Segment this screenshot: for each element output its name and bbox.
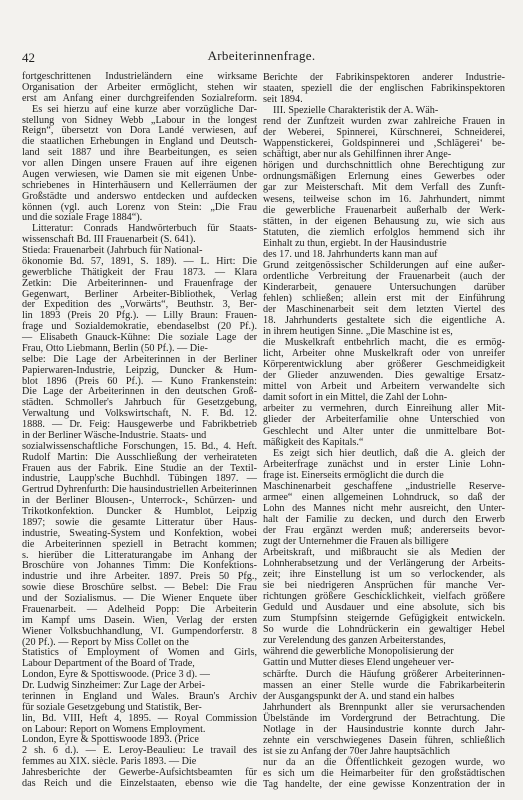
line-text: ordentliche Verbreitung der Frauenarbeit (auch der <box>263 270 505 282</box>
text-line <box>263 194 505 205</box>
line-text: der Glieder anzuwenden. Dies gewaltige Ersatz- <box>263 370 505 382</box>
line-text: Papierwaren-Industrie, Leipzig, Duncker & Hum- <box>22 364 257 376</box>
line-text: schäftigt, aber nur als Gehilfinnen ihrer Ange- <box>263 149 452 161</box>
line-text: Gattin und Mutter dieses Elend ungeheuer ver- <box>263 657 455 669</box>
text-line <box>263 448 505 459</box>
line-text: femmes au XIX. siècle. Paris 1893. — Die <box>22 756 197 768</box>
text-line <box>263 138 505 149</box>
line-text: nur da an die Öffentlichkeit gezogen wurde, wo <box>263 756 505 768</box>
text-line <box>263 337 505 348</box>
line-text: Arbeiterfrage zunächst und in erster Linie Lohn- <box>263 458 505 470</box>
line-text: Lohn des Mannes nicht mehr ausreicht, den Unter- <box>263 502 505 514</box>
line-text: on Labour: Report on Womens Employment. <box>22 723 206 735</box>
text-line <box>263 657 505 668</box>
line-text: Reign“, übersetzt von Dora Landé verwiesen, auf <box>22 125 257 137</box>
line-text: der Maschinenarbeit seit dem letzten Viertel des <box>263 303 505 315</box>
line-text: Übelstände im Vordergrund der Betrachtung. Die <box>263 712 505 724</box>
line-text: lin, Bd. VIII, Heft 4, 1895. — Royal Commission <box>22 712 257 724</box>
line-text: III. Spezielle Charakteristik der A. Wäh- <box>273 105 439 117</box>
text-line <box>263 613 505 624</box>
text-line <box>263 149 505 160</box>
text-line <box>263 525 505 536</box>
text-line <box>263 414 505 425</box>
text-line <box>263 680 505 691</box>
line-text: Geduld und Ausdauer und eine absolute, sich bis <box>263 602 505 614</box>
text-line <box>263 558 505 569</box>
text-line <box>263 171 505 182</box>
line-text: Dr. Ludwig Sinzheimer: Zur Lage der Arbei- <box>22 680 206 691</box>
text-line <box>263 83 505 94</box>
text-line <box>263 105 505 116</box>
text-line <box>263 238 505 249</box>
text-line <box>263 315 505 326</box>
line-text: Frau, Otto Liebmann, Berlin (50 Pf.). — Die- <box>22 342 208 354</box>
text-line <box>263 470 505 481</box>
line-text: Gertrud Dyhrenfurth: Die hausindustriellen Arbeiterinnen <box>22 484 257 496</box>
line-text: sowie diese Broschüre selbst. — Bebel: Die Frau <box>22 582 257 594</box>
line-text: der Frau ergänzt werden muß; andererseits bevor- <box>263 524 505 536</box>
line-text: — Elisabeth Gnauck-Kühne: Die soziale Lage der <box>22 332 257 343</box>
text-line <box>22 485 257 496</box>
text-line <box>263 547 505 558</box>
line-text: lin 1893 (Preis 20 Pfg.). — Lilly Braun: Frauen- <box>22 310 257 322</box>
line-text: Kinderarbeit, genauere Untersuchungen darüber <box>263 281 505 293</box>
line-text: rend der Zunftzeit wurden zwar zahlreiche Frauen in <box>263 116 505 128</box>
text-line <box>263 757 505 768</box>
line-text: und die soziale Frage 1884“). <box>22 212 143 224</box>
text-line <box>263 271 505 282</box>
line-text: während die gewerbliche Monopolisierung der <box>263 646 454 658</box>
line-text: industrie, Laupp'sche Buchhdl. Tübingen 1897. — <box>22 473 257 485</box>
line-text: licht, Arbeiter ohne Muskelkraft oder von unreifer <box>263 348 506 360</box>
line-text: Litteratur: Conrads Handwörterbuch für Staats- <box>32 223 257 235</box>
line-text: fortgeschrittenen Industrieländern eine wirksame <box>22 71 257 82</box>
line-text: arbeiter zu vermehren, durch Einreihung aller Mit- <box>263 403 505 415</box>
line-text: fehlen) schließen; allein erst mit der Einführung <box>263 292 505 304</box>
text-line <box>263 127 505 138</box>
text-line <box>263 260 505 271</box>
line-text: können (vgl. auch Lorenz von Stein: „Die Frau <box>22 201 258 213</box>
running-head: Arbeiterinnenfrage. <box>207 48 316 63</box>
line-text: Tag handelte, der eine gewisse Konzentration der in <box>263 779 505 790</box>
line-text: zum Stumpfsinn steigernde Gefügigkeit entwickeln. <box>263 613 505 625</box>
line-text: Frauen aus der Fabrik. Eine Studie an der Textil- <box>22 462 257 474</box>
text-line <box>263 116 505 127</box>
text-line <box>263 326 505 337</box>
text-line <box>263 182 505 193</box>
line-text: im Kampf ums Dasein. Wien, Verlag der ersten <box>22 614 257 626</box>
line-text: Es zeigt sich hier deutlich, daß die A. gleich der <box>273 447 505 459</box>
text-line <box>263 392 505 403</box>
line-text: Einhalt zu thun, ergiebt. In der Hausindustrie <box>263 237 447 249</box>
line-text: Stieda: Frauenarbeit (Jahrbuch für National- <box>22 245 203 256</box>
line-text: die staatlichen Erhebungen in England und Deutsch- <box>22 136 257 148</box>
line-text: erst am Anfang einer durchgreifenden Sozialreform. <box>22 92 257 104</box>
line-text: massen an einer Stelle wurde die Fabrikarbeiterin <box>263 679 505 691</box>
line-text: frage ist. Einerseits ermöglicht die durch die <box>263 469 444 481</box>
text-line <box>263 702 505 713</box>
line-text: zur Verelendung des ganzen Arbeiterstandes, <box>263 635 446 647</box>
line-text: hörigen und durchschnittlich ohne Berechtigung zur <box>263 160 505 172</box>
line-text: 1888. — Dr. Feig: Hausgewerbe und Fabrikbetrieb <box>22 419 257 430</box>
line-text: in ihrem heutigen Sinne. „Die Maschine ist es, <box>263 326 453 338</box>
text-line <box>263 403 505 414</box>
line-text: Jahresberichte der Gewerbe-Aufsichtsbeamten für <box>22 767 257 778</box>
line-text: s. hierüber die Litteraturangabe im Anhang der <box>22 549 257 561</box>
line-text: die Muskelkraft entbehrlich macht, die es ermög- <box>263 337 505 349</box>
line-text: halt der Familie zu decken, und durch den Erwerb <box>263 513 505 525</box>
text-line <box>263 635 505 646</box>
text-line <box>263 646 505 657</box>
text-line <box>263 160 505 171</box>
line-text: ökonomie Bd. 57, 1891, S. 189). — L. Hirt: Die <box>22 255 257 267</box>
text-line <box>263 503 505 514</box>
line-text: sie bei niedrigeren Ansprüchen für manche Ver- <box>263 580 505 592</box>
text-line <box>263 492 505 503</box>
line-text: schärfte. Durch die Häufung größerer Arbeiterinnen- <box>263 668 505 680</box>
line-text: London, Eyre & Spottiswoode 1893. (Price <box>22 734 199 746</box>
line-text: das Reich und die Einzelstaaten, ebenso wie die <box>22 777 257 789</box>
line-text: in der Berliner Blousen-, Unterrock-, Schürzen- und <box>22 495 257 507</box>
text-line <box>263 724 505 735</box>
line-text: zehnte ein verschwiegenes Dasein führen, schließlich <box>263 734 505 746</box>
page-number: 42 <box>22 50 35 65</box>
line-text: Labour Department of the Board of Trade, <box>22 658 195 670</box>
text-line <box>263 459 505 470</box>
line-text: frage und Sozialdemokratie, ebendaselbst (20 Pf.). <box>22 321 257 333</box>
text-line <box>263 72 505 83</box>
text-line <box>263 580 505 591</box>
line-text: der Weberei, Spinnerei, Kürschnerei, Schneiderei, <box>263 127 505 139</box>
line-text: stellung von Sidney Webb „Labour in the longest <box>22 114 257 126</box>
line-text: städten. Schmoller's Jahrbuch für Gesetzgebung, <box>22 397 257 409</box>
line-text: damit sofort in ein Mittel, die Zahl der Lohn- <box>263 392 448 404</box>
line-text: für soziale Gesetzgebung und Statistik, Ber- <box>22 701 202 713</box>
line-text: Notlage in der Hausindustrie konnte durch Jahr- <box>263 723 505 735</box>
line-text: land seit 1887 und ihre Bearbeitungen, es seien <box>22 147 257 159</box>
text-line <box>263 713 505 724</box>
line-text: Frauenarbeit. — Adelheid Popp: Die Arbeiterin <box>22 603 257 615</box>
line-text: Großstädte und anderswo entdecken und aufdecken <box>22 190 257 202</box>
line-text: wesens, teilweise schon im 16. Jahrhundert, nimmt <box>263 193 505 205</box>
line-text: vor allen Dingen unsere Frauen auf ihre eigenen <box>22 158 257 169</box>
line-text: der Ausgangspunkt der A. und stand ein halbes <box>263 690 455 702</box>
line-text: Grund zeitgenössischer Schilderungen auf eine außer- <box>263 259 505 271</box>
text-line <box>263 514 505 525</box>
text-line <box>263 746 505 757</box>
text-line <box>263 669 505 680</box>
line-text: Trikotkonfektion. Duncker & Humblot, Leipzig <box>22 506 257 517</box>
text-line <box>263 768 505 779</box>
line-text: Arbeitskraft, und mißbraucht sie als Medien der <box>263 547 505 559</box>
line-text: Zetkin: Die Arbeiterinnen- und Frauenfrage der <box>22 277 257 289</box>
text-line <box>263 282 505 293</box>
line-text: mäßigkeit des Kapitals.“ <box>263 436 364 448</box>
text-line <box>263 227 505 238</box>
line-text: glieder der Arbeiterfamilie ohne Unterschied von <box>263 414 505 426</box>
line-text: So wurde die Lohndrückerin ein gewaltiger Hebel <box>263 624 505 636</box>
line-text: Jahrhundert als Brennpunkt aller sie verursachenden <box>263 701 505 713</box>
line-text: Wiener Volksbuchhandlung, VI. Gumpendorferstr. 8 <box>22 625 257 637</box>
line-text: Maschinenarbeit geschaffene „industrielle Reserve- <box>263 480 505 492</box>
line-text: Statuten, die ziemlich erfolglos hemmend sich ihr <box>263 226 505 238</box>
line-text: Berichte der Fabrikinspektoren anderer Industrie- <box>263 72 505 83</box>
text-line <box>263 591 505 602</box>
line-text: schriebenes in Hinterhäusern und Kellerräumen der <box>22 179 257 191</box>
line-text: des 17. und 18. Jahrhunderts kann man auf <box>263 248 438 260</box>
text-line <box>263 370 505 381</box>
text-line <box>263 304 505 315</box>
line-text: seit 1894. <box>263 94 303 106</box>
line-text: Gegenwart, Berliner Arbeiter-Bibliothek, Verlag <box>22 288 257 300</box>
text-line <box>263 691 505 702</box>
text-line <box>263 293 505 304</box>
line-text: richtungen größere Geschicklichkeit, vielfach größere <box>263 591 505 603</box>
left-column <box>22 72 257 790</box>
line-text: 1897; sowie die gesamte Litteratur über Haus- <box>22 516 257 528</box>
line-text: Körperentwicklung aber größerer Geschmeidigkeit <box>263 359 505 371</box>
line-text: staaten, speziell die der englischen Fabrikinspektoren <box>263 83 505 95</box>
text-line <box>263 359 505 370</box>
text-line <box>263 779 505 790</box>
text-line <box>263 437 505 448</box>
line-text: Statistics of Employment of Women and Girls, <box>22 647 257 659</box>
line-text: 2 sh. 6 d.). — E. Leroy-Beaulieu: Le travail des <box>22 745 257 757</box>
line-text: ist sie zu Anfang der 70er Jahre hauptsächlich <box>263 745 450 757</box>
line-text: in der Berliner Wäsche-Industrie. Staats- und <box>22 429 207 441</box>
line-text: blot 1896 (Preis 60 Pf.). — Kuno Frankenstein: <box>22 375 257 387</box>
line-text: Geschlecht und Alter unter die unmittelbare Bot- <box>263 425 505 437</box>
line-text: wissenschaft Bd. III Frauenarbeit (S. 641). <box>22 234 196 246</box>
line-text: Es sei hierzu auf eine kurze aber vorzügliche Dar- <box>32 103 257 115</box>
line-text: terinnen in England und Wales. Braun's Archiv <box>22 690 257 702</box>
text-line <box>263 205 505 216</box>
line-text: die gewerbliche Frauenarbeit außerhalb der Werk- <box>263 204 505 216</box>
line-text: Organisation der Arbeiter ermöglicht, stehen wir <box>22 81 257 93</box>
line-text: und der Sozialismus. — Die Wiener Enquete über <box>22 593 257 604</box>
line-text: 18. Jahrhunderts gestaltete sich die eigentliche A. <box>263 315 505 327</box>
line-text: die Arbeiterinnen speziell in Betracht kommen; <box>22 538 257 550</box>
line-text: Die Lage der Arbeiterinnen in den deutschen Groß- <box>22 386 257 398</box>
line-text: zugt der Unternehmer die Frauen als billigere <box>263 535 449 547</box>
text-line <box>263 426 505 437</box>
line-text: ordnungsmäßigen Erlernung eines Gewerbes oder <box>263 171 505 183</box>
line-text: industrie, Sweating-System und Konfektion, wobei <box>22 527 257 539</box>
text-line <box>263 536 505 547</box>
text-line <box>263 602 505 613</box>
line-text: stätten, in der eigenen Behausung zu, wie sich aus <box>263 215 505 227</box>
line-text: Lohnherabsetzung und der Verlängerung der Arbeits- <box>263 558 505 570</box>
line-text: selbe: Die Lage der Arbeiterinnen in der Berliner <box>22 353 257 365</box>
line-text: London, Eyre & Spottiswoode. (Price 3 d). — <box>22 669 210 681</box>
line-text: (20 Pf.). — Report by Miss Collet on the <box>22 636 189 648</box>
text-line <box>22 779 257 790</box>
line-text: industrie und ihre Arbeiter. 1897. Preis 50 Pfg., <box>22 571 257 583</box>
text-line <box>263 216 505 227</box>
text-line <box>263 735 505 746</box>
line-text: gewerbliche Thätigkeit der Frau 1873. — Klara <box>22 266 257 278</box>
text-line <box>263 348 505 359</box>
line-text: Broschüre von Johannes Timm: Die Konfektions- <box>22 560 257 572</box>
line-text: Rudolf Martin: Die Ausschließung der verheirateten <box>22 451 257 463</box>
line-text: Verwaltung und Volkswirtschaft, N. F. Bd. 12. <box>22 408 257 420</box>
line-text: gar zur Meisterschaft. Mit dem Verfall des Zunft- <box>263 182 505 194</box>
text-line <box>263 249 505 260</box>
line-text: Wappenstickerei, Goldspinnerei und ‚Schlägerei‘ be- <box>263 138 505 150</box>
text-line <box>263 569 505 580</box>
line-text: zeit; ihre Einstellung ist um so verlockender, als <box>263 569 505 581</box>
line-text: Augen verwiesen, wie Damen sie mit eigenen Unbe- <box>22 168 257 180</box>
text-line <box>263 624 505 635</box>
line-text: mittel von Arbeit und Arbeitern verwandelte sich <box>263 381 505 393</box>
line-text: der Expedition des „Vorwärts“, Beuthstr. 3, Ber- <box>22 299 257 311</box>
line-text: es sich um die Heimarbeiter für den großstädtischen <box>263 767 505 779</box>
line-text: sozialwissenschaftliche Forschungen, 15. Bd., 4. Heft. <box>22 440 257 452</box>
text-line <box>263 94 505 105</box>
text-line <box>263 381 505 392</box>
line-text: armee“ einen allgemeinen Lohndruck, so daß der <box>263 491 505 503</box>
text-line <box>263 481 505 492</box>
right-column <box>263 72 505 790</box>
